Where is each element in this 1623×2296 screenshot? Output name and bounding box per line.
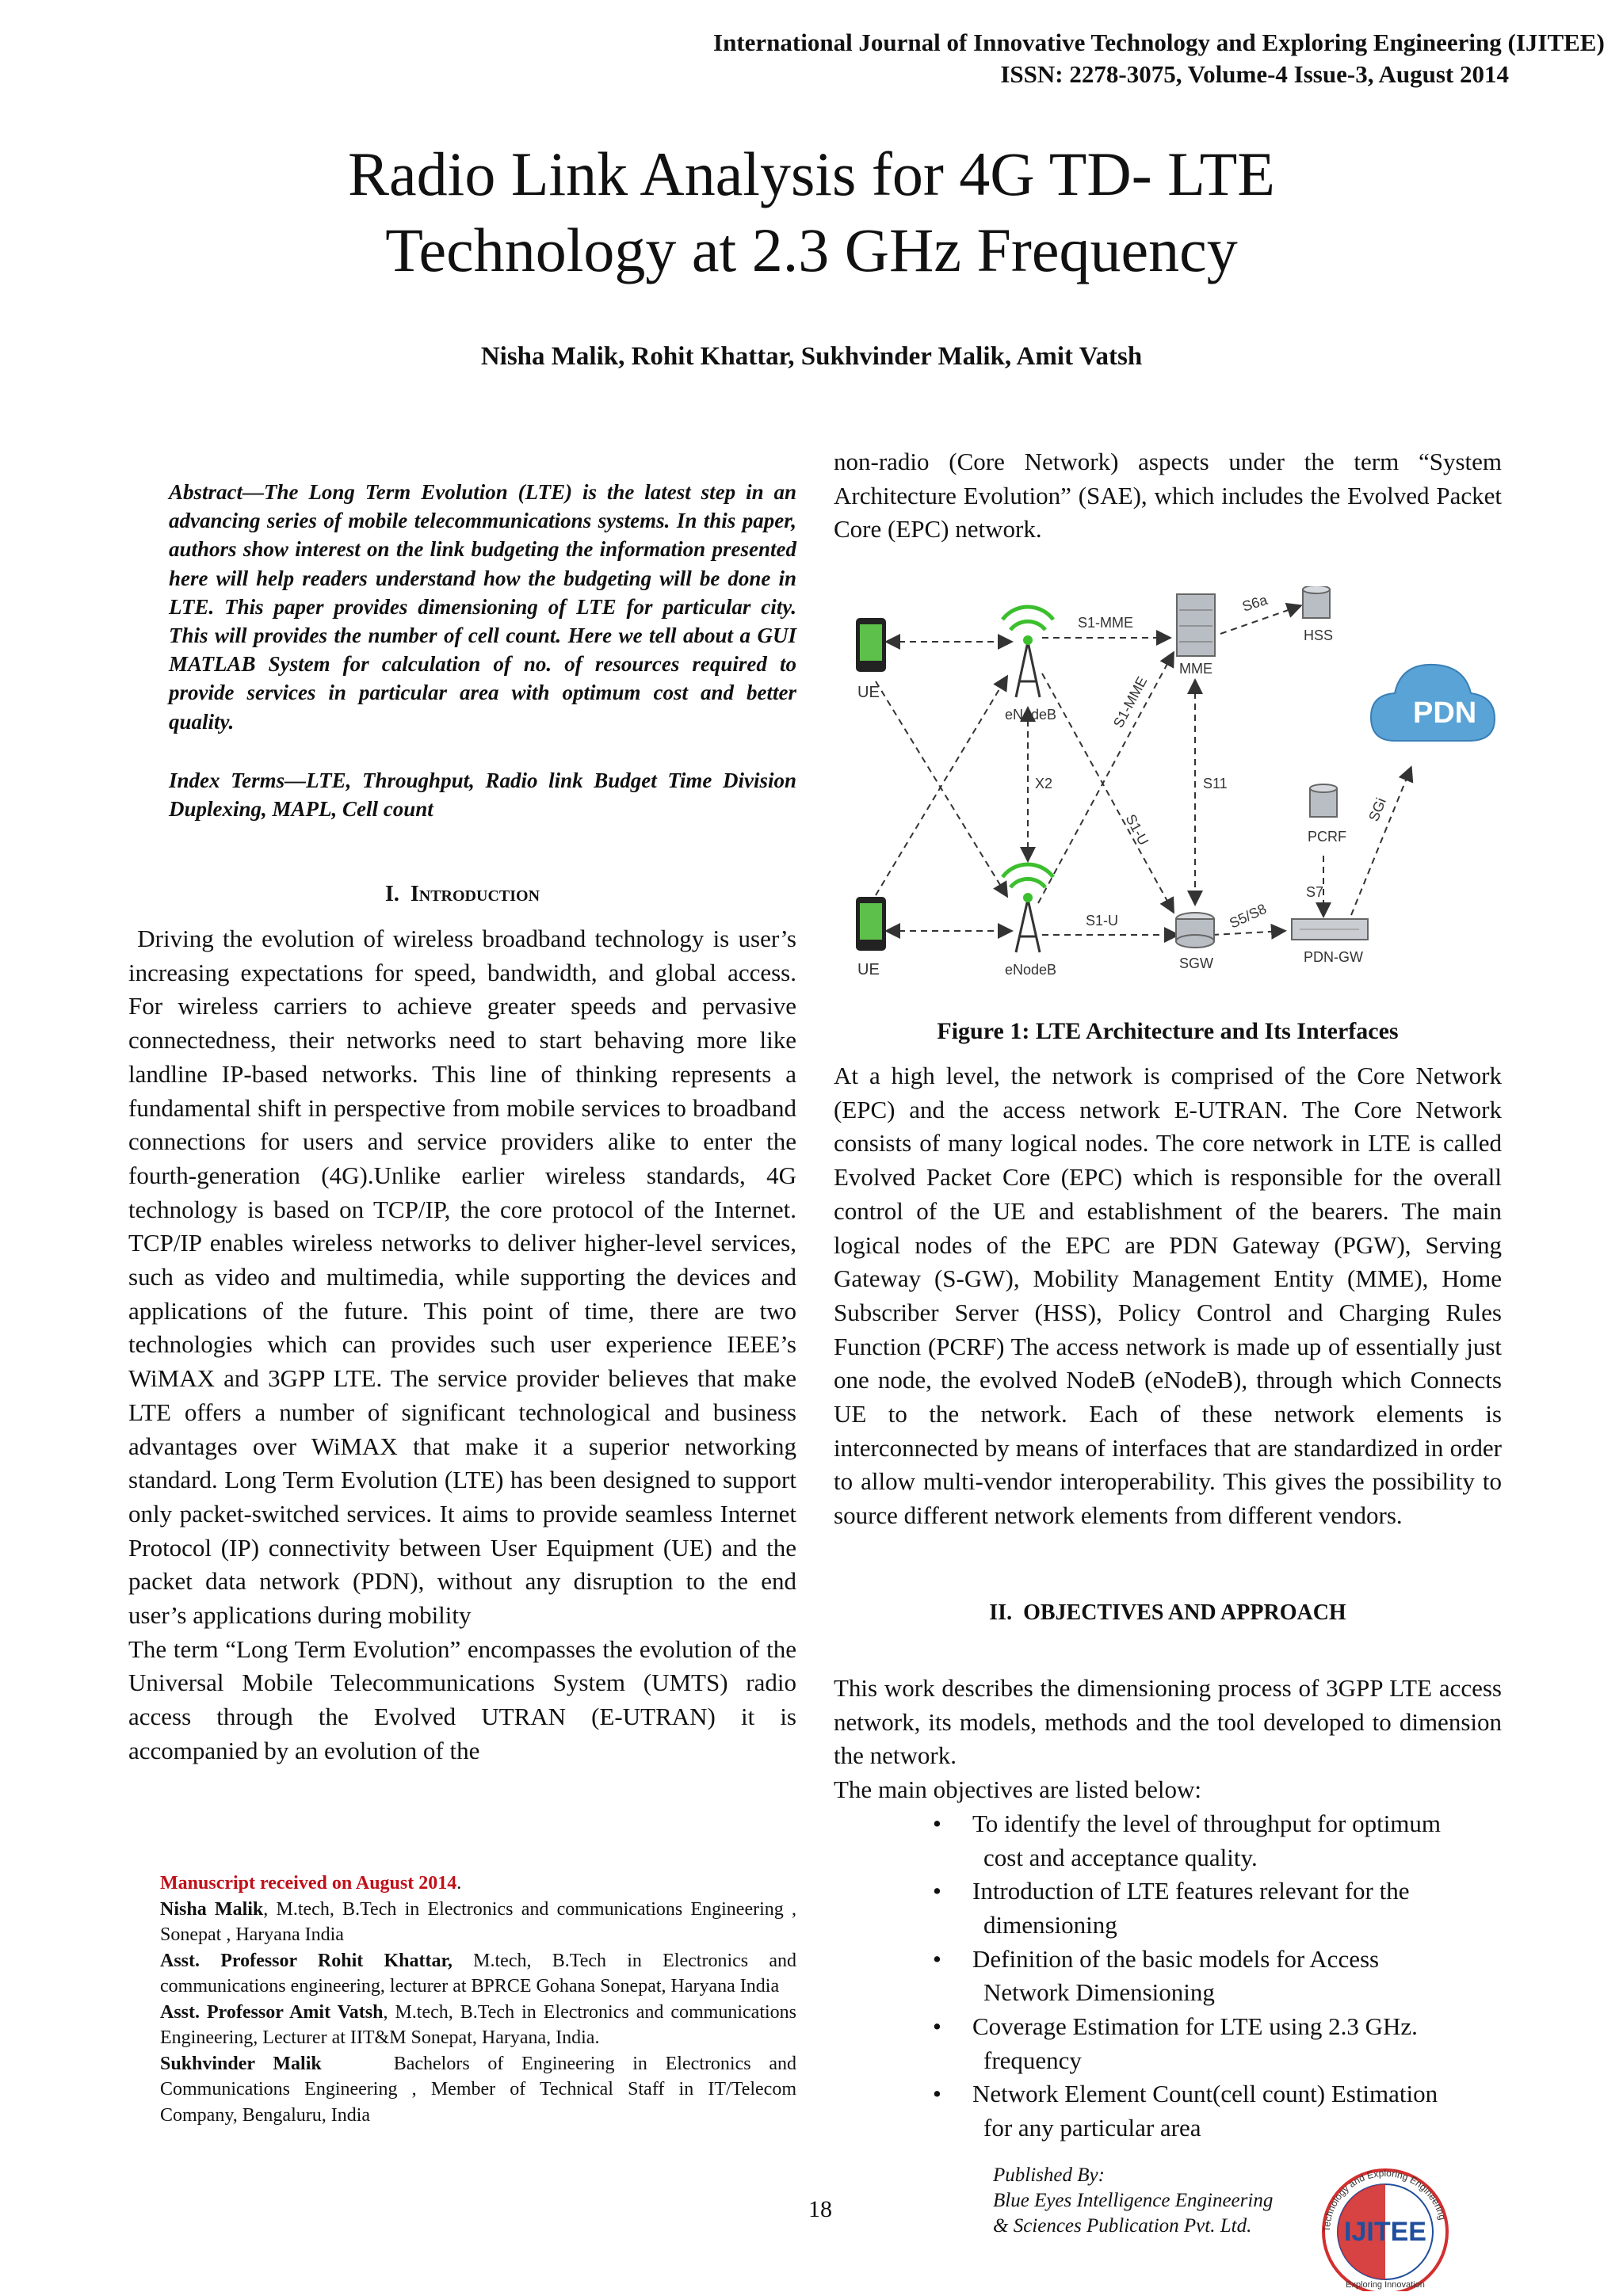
- label-sgw: SGW: [1179, 955, 1213, 971]
- publisher-info: [993, 2163, 1326, 2239]
- paper-title: [143, 136, 1480, 288]
- link-s1-u-diag: [1042, 673, 1173, 911]
- figure-title: : LTE Architecture and Its Interfaces: [1022, 1018, 1399, 1044]
- lte-architecture-diagram: [840, 586, 1498, 990]
- pcrf-database-icon: [1310, 784, 1337, 817]
- figure-number: Figure 1: [937, 1018, 1022, 1044]
- journal-header: [713, 27, 1605, 90]
- objectives-list-intro: The main objectives are listed below:: [834, 1775, 1201, 1804]
- label-ue-top: UE: [857, 684, 880, 701]
- logo-name: IJITEE: [1344, 2217, 1426, 2247]
- bullet-icon: •: [933, 1877, 941, 1905]
- label-s1-mme-diag: S1-MME: [1109, 673, 1151, 730]
- label-hss: HSS: [1304, 627, 1334, 643]
- objectives-body: [834, 1672, 1502, 2145]
- label-s6a: S6a: [1240, 591, 1270, 615]
- right-column-continuation: [834, 445, 1502, 547]
- abstract-text: Abstract—The Long Term Evolution (LTE) is the latest step in an advancing series of mobile telecommunications systems. In this paper, authors show interest on the link budgeting the information presented here will help readers understand how the budgeting will be done in LTE. This paper provides dimensioning of LTE for particular city. This will provides the number of cell count. Here we tell about a GUI MATLAB System for calculation of no. of resources required to provide services in particular area with optimum cost and better quality.: [169, 480, 796, 734]
- author-footnotes: [128, 1871, 801, 2128]
- label-mme: MME: [1179, 661, 1212, 677]
- label-ue-bottom: UE: [857, 961, 880, 978]
- abstract: [169, 478, 796, 823]
- bullet-icon: •: [933, 1809, 941, 1837]
- intro-paragraph-2: The term “Long Term Evolution” encompasses the evolution of the Universal Mobile Telecommunications System (UMTS) radio access through the Evolved UTRAN (E-UTRAN) it is accompanied by an evolution of the: [128, 1634, 796, 1764]
- journal-issn: ISSN: 2278-3075, Volume-4 Issue-3, August 2014: [1000, 60, 1509, 88]
- figure-lte-architecture: [840, 586, 1498, 990]
- list-item: • Network Element Count(cell count) Estimation for any particular area: [972, 2077, 1502, 2145]
- label-s11: S11: [1203, 776, 1228, 791]
- intro-paragraph-1: Driving the evolution of wireless broadband technology is user’s increasing expectations for speed, bandwidth, and global access. For wireless carriers to achieve greater speeds and pervasive connectedness, their networks need to start behaving more like landline IP-based networks. This line of thinking represents a fundamental shift in perspective from mobile services to broadband connections for users and service providers alike to enter the fourth-generation (4G).Unlike earlier wireless standards, 4G technology is based on TCP/IP, the core protocol of the Internet. TCP/IP enables wireless networks to deliver higher-level services, such as video and multimedia, while supporting the devices and applications of the future. This point of time, there are two technologies which can provides such user experience IEEE’s WiMAX and 3GPP LTE. The service provider believes that make LTE offers a number of significant technological and business advantages over WiMAX that make it a superior networking standard. Long Term Evolution (LTE) has been designed to support only packet-switched services. It aims to provide seamless Internet Protocol (IP) connectivity between User Equipment (UE) and the packet data network (PDN), without any disruption to the end user’s applications during mobility: [128, 925, 796, 1630]
- ue-phone-bottom-icon: [856, 897, 886, 951]
- section-number: I.: [384, 882, 399, 906]
- label-s1-mme-top: S1-MME: [1078, 615, 1134, 631]
- title-line-2: Technology at 2.3 GHz Frequency: [385, 215, 1238, 284]
- section-number: II.: [989, 1600, 1013, 1625]
- architecture-paragraph: At a high level, the network is comprised of the Core Network (EPC) and the access network E-UTRAN. The Core Network consists of many logical nodes. The core network in LTE is called Evolved Packet Core (EPC) which is responsible for the overall control of the UE and establishment of the bearers. The main logical nodes of the EPC are PDN Gateway (PGW), Serving Gateway (S-GW), Mobility Management Entity (MME), Home Subscriber Server (HSS), Policy Control and Charging Rules Function (PCRF) The access network is made up of essentially just one node, the evolved NodeB (eNodeB), through which Connects UE to the network. Each of these network elements is interconnected by means of interfaces that are standardized in order to allow multi-vendor interoperability. This gives the possibility to source different network elements from different vendors.: [834, 1062, 1502, 1530]
- enodeb-bottom-icon: [1002, 864, 1053, 952]
- label-s1-u-diag: S1-U: [1122, 811, 1152, 849]
- index-terms: Index Terms—LTE, Throughput, Radio link Budget Time Division Duplexing, MAPL, Cell count: [169, 768, 796, 822]
- logo-ring-text: Technology and Exploring Engineering: [1320, 2167, 1449, 2233]
- section-title: OBJECTIVES AND APPROACH: [1023, 1600, 1346, 1625]
- title-line-1: Radio Link Analysis for 4G TD- LTE: [348, 139, 1275, 208]
- objectives-list: [834, 1807, 1502, 2145]
- label-enodeb-bottom: eNodeB: [1005, 962, 1057, 978]
- footnote-author-4: Sukhvinder Malik Bachelors of Engineering in Electronics and Communications Engineering , Member of Technical Staff in IT/Telecom Company, Bengaluru, India: [160, 2053, 801, 2126]
- ijitee-logo: [1300, 2149, 1490, 2291]
- objectives-intro: This work describes the dimensioning process of 3GPP LTE access network, its models, methods and the tool developed to dimension the network.: [834, 1674, 1502, 1770]
- logo-tagline: Exploring Innovation: [1346, 2280, 1425, 2290]
- author-list: Nisha Malik, Rohit Khattar, Sukhvinder Malik, Amit Vatsh: [480, 342, 1143, 371]
- list-item: • Definition of the basic models for Access Network Dimensioning: [972, 1943, 1502, 2010]
- intro-paragraph-2-cont: non-radio (Core Network) aspects under the term “System Architecture Evolution” (SAE), which includes the Evolved Packet Core (EPC) network.: [834, 448, 1502, 543]
- link-sgi: [1351, 769, 1411, 915]
- label-s5-s8: S5/S8: [1227, 900, 1270, 932]
- label-pdn: PDN: [1413, 696, 1477, 730]
- page-number: 18: [808, 2196, 832, 2222]
- footnote-author-1: Nisha Malik, M.tech, B.Tech in Electronics and communications Engineering , Sonepat , Haryana India: [160, 1898, 796, 1945]
- label-pdn-gw: PDN-GW: [1304, 949, 1363, 965]
- label-enodeb-top: eNodeB: [1005, 707, 1057, 723]
- list-item: • To identify the level of throughput for optimum cost and acceptance quality.: [972, 1807, 1502, 1875]
- label-x2: X2: [1035, 776, 1053, 791]
- link-s5-s8: [1212, 931, 1284, 935]
- pdn-cloud-icon: [1371, 665, 1495, 741]
- enodeb-top-icon: [1002, 607, 1053, 697]
- label-s7: S7: [1306, 884, 1324, 900]
- section-heading-introduction: [128, 882, 796, 907]
- bullet-icon: •: [933, 2080, 941, 2108]
- bullet-icon: •: [933, 1944, 941, 1973]
- publisher-line-1: Published By:: [993, 2164, 1105, 2186]
- section-heading-objectives: [834, 1600, 1502, 1626]
- label-pcrf: PCRF: [1308, 829, 1346, 845]
- list-item: • Coverage Estimation for LTE using 2.3 GHz. frequency: [972, 2010, 1502, 2077]
- journal-name: International Journal of Innovative Technology and Exploring Engineering (IJITEE): [713, 29, 1605, 56]
- manuscript-note: Manuscript received on August 2014.: [160, 1873, 462, 1894]
- ue-phone-top-icon: [856, 618, 886, 672]
- section-title: Introduction: [410, 882, 540, 906]
- publisher-line-2: Blue Eyes Intelligence Engineering: [993, 2190, 1274, 2211]
- bullet-icon: •: [933, 2012, 941, 2041]
- right-column-architecture-text: [834, 1059, 1502, 1533]
- link-s6a: [1220, 606, 1300, 634]
- footnote-author-3: Asst. Professor Amit Vatsh, M.tech, B.Tech in Electronics and communications Engineering, Lecturer at IIT&M Sonepat, Haryana, India.: [160, 2001, 796, 2048]
- list-item: • Introduction of LTE features relevant for the dimensioning: [972, 1875, 1502, 1942]
- pdn-gw-device-icon: [1292, 919, 1368, 940]
- label-s1-u-bottom: S1-U: [1086, 913, 1119, 929]
- hss-database-icon: [1303, 586, 1330, 618]
- left-column-body: [128, 922, 796, 1768]
- footnote-author-2: Asst. Professor Rohit Khattar, M.tech, B.Tech in Electronics and communications engineering, lecturer at BPRCE Gohana Sonepat, Haryana India: [160, 1950, 797, 1997]
- publisher-line-3: & Sciences Publication Pvt. Ltd.: [993, 2215, 1252, 2237]
- mme-server-icon: [1177, 594, 1215, 656]
- label-sgi: SGi: [1365, 795, 1389, 824]
- ijitee-logo-icon: [1300, 2149, 1490, 2291]
- link-s1-mme-diag: [1038, 654, 1173, 903]
- figure-caption: [834, 1018, 1502, 1045]
- sgw-router-icon: [1176, 913, 1214, 948]
